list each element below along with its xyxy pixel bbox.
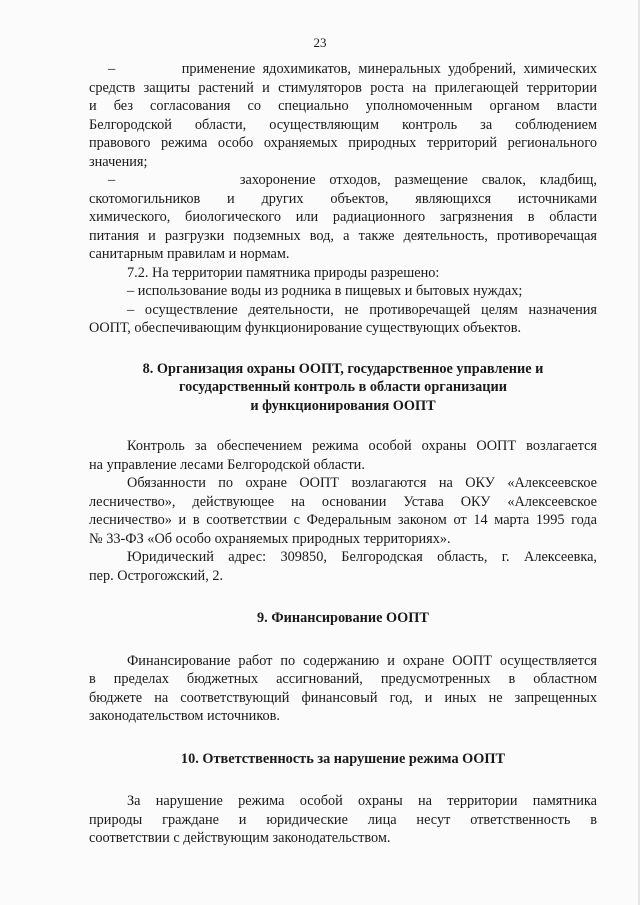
text-line: санитарным правилам и нормам. [89,246,290,262]
text-line: – применение ядохимикатов, минеральных удобрений, химических [108,61,597,77]
section-9-heading: 9. Финансирование ООПТ [257,610,429,626]
text-line: на управление лесами Белгородской области. [89,456,365,473]
text-line: правового режима особо охраняемых природных территорий регионального [89,135,597,151]
text-line: лесничество» и в соответствии с Федеральным законом от 14 марта 1995 года [89,512,597,528]
text-line: питания и разгрузки подземных вод, а также деятельность, противоречащая [89,227,597,244]
text-line: в пределах бюджетных ассигнований, предусмотренных в областном [89,671,597,687]
section-8-control [89,437,597,474]
page-content [89,60,597,848]
allowed-activity [89,301,597,338]
text-line: природы граждане и юридические лица несут ответственность в [89,811,597,828]
section-8-duties [89,474,597,548]
text-line: № 33-ФЗ «Об особо охраняемых природных территориях». [89,530,451,547]
heading-line: 8. Организация охраны ООПТ, государственное управление и [142,360,544,377]
text-line: лесничество», действующее на основании Устава ОКУ «Алексеевское [89,493,597,510]
section-10-text [89,792,597,848]
prohibition-agrochemicals [89,60,597,171]
text-line: пер. Острогожский, 2. [89,567,224,584]
heading-line: государственный контроль в области организации [178,379,507,395]
text-line: – осуществление деятельности, не противоречащей целям назначения [127,301,597,318]
text-line: Финансирование работ по содержанию и охране ООПТ осуществляется [127,652,597,669]
section-10-heading: 10. Ответственность за нарушение режима ООПТ [180,750,506,767]
item-7-2: 7.2. На территории памятника природы разрешено: [127,264,440,281]
text-line: бюджете на соответствующий финансовый год, и иных не запрещенных [89,689,597,706]
text-line: Юридический адрес: 309850, Белгородская область, г. Алексеевка, [127,549,597,565]
section-8-address [89,548,597,585]
text-line: За нарушение режима особой охраны на территории памятника [127,793,597,809]
text-line: законодательством источников. [89,708,281,724]
text-line: ООПТ, обеспечивающим функционирование существующих объектов. [89,320,522,336]
text-line: – захоронение отходов, размещение свалок, кладбищ, [108,172,597,188]
allowed-water-use: – использование воды из родника в пищевых и бытовых нуждах; [127,283,523,299]
text-line: Контроль за обеспечением режима особой охраны ООПТ возлагается [127,438,597,454]
heading-line: и функционирования ООПТ [250,397,436,414]
page-number: 23 [313,35,327,50]
section-9-text [89,652,597,726]
text-line: соответствии с действующим законодательством. [89,830,391,846]
text-line: Обязанности по охране ООПТ возлагаются на ОКУ «Алексеевское [127,475,597,491]
text-line: скотомогильников и других объектов, являющихся источниками [89,190,597,207]
text-line: средств защиты растений и стимуляторов роста на прилегающей территории [89,79,597,96]
text-line: химического, биологического или радиационного загрязнения в области [89,209,597,225]
text-line: Белгородской области, осуществляющим контроль за соблюдением [89,116,597,133]
text-line: значения; [89,153,148,170]
section-8-heading [89,360,597,416]
text-line: и без согласования со специально уполномоченным органом власти [89,98,597,114]
prohibition-waste-burial [89,171,597,264]
